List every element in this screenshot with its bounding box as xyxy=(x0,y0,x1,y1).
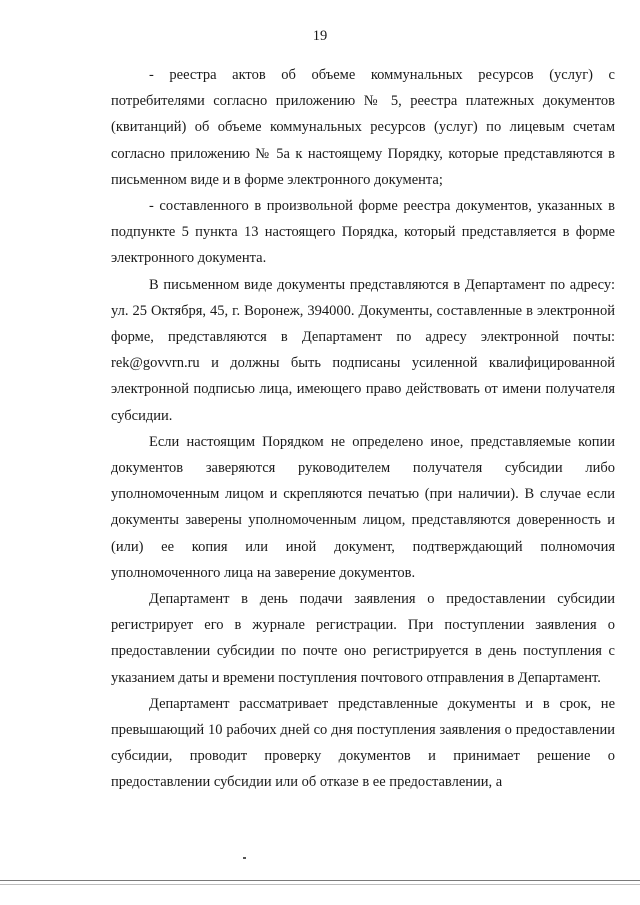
footer-rule-secondary xyxy=(0,884,640,885)
scan-artifact-dot xyxy=(243,857,246,859)
paragraph-review-decision: Департамент рассматривает представленные документы и в срок, не превышающий 10 рабочих дней со дня поступления заявления о предоставлении субсидии, проводит проверку документов и принимает решение о предоставлении субсидии или об отказе в ее предоставлении, а xyxy=(111,695,615,791)
document-body xyxy=(111,62,615,796)
paragraph-submission-address: В письменном виде документы представляются в Департамент по адресу: ул. 25 Октября, 45, г. Воронеж, 394000. Документы, составленные в электронной форме, представляются в Департамент по адресу электронной почты: rek@govvrn.ru и должны быть подписаны усиленной квалифицированной электронной подписью лица, имеющего право действовать от имени получателя субсидии. xyxy=(111,276,615,424)
paragraph-registration: Департамент в день подачи заявления о предоставлении субсидии регистрирует его в журнале регистрации. При поступлении заявления о предоставлении субсидии по почте оно регистрируется в день поступления с указанием даты и времени поступления почтового отправления в Департамент. xyxy=(111,591,615,686)
paragraph-registry-acts: - реестра актов об объеме коммунальных ресурсов (услуг) с потребителями согласно приложению № 5, реестра платежных документов (квитанций) об объеме коммунальных ресурсов (услуг) по лицевым счетам согласно приложению № 5а к настоящему Порядку, которые представляются в письменном виде и в форме электронного документа; xyxy=(111,67,615,188)
paragraph-certified-copies: Если настоящим Порядком не определено иное, представляемые копии документов заверяются руководителем получателя субсидии либо уполномоченным лицом и скрепляются печатью (при наличии). В случае если документы заверены уполномоченным лицом, представляются доверенность и (или) ее копия или иной документ, подтверждающий полномочия уполномоченного лица на заверение документов. xyxy=(111,433,615,581)
footer-rule xyxy=(0,880,640,881)
page-number: 19 xyxy=(312,28,328,44)
paragraph-registry-documents: - составленного в произвольной форме реестра документов, указанных в подпункте 5 пункта 13 настоящего Порядка, который представляется в форме электронного документа. xyxy=(111,198,615,267)
